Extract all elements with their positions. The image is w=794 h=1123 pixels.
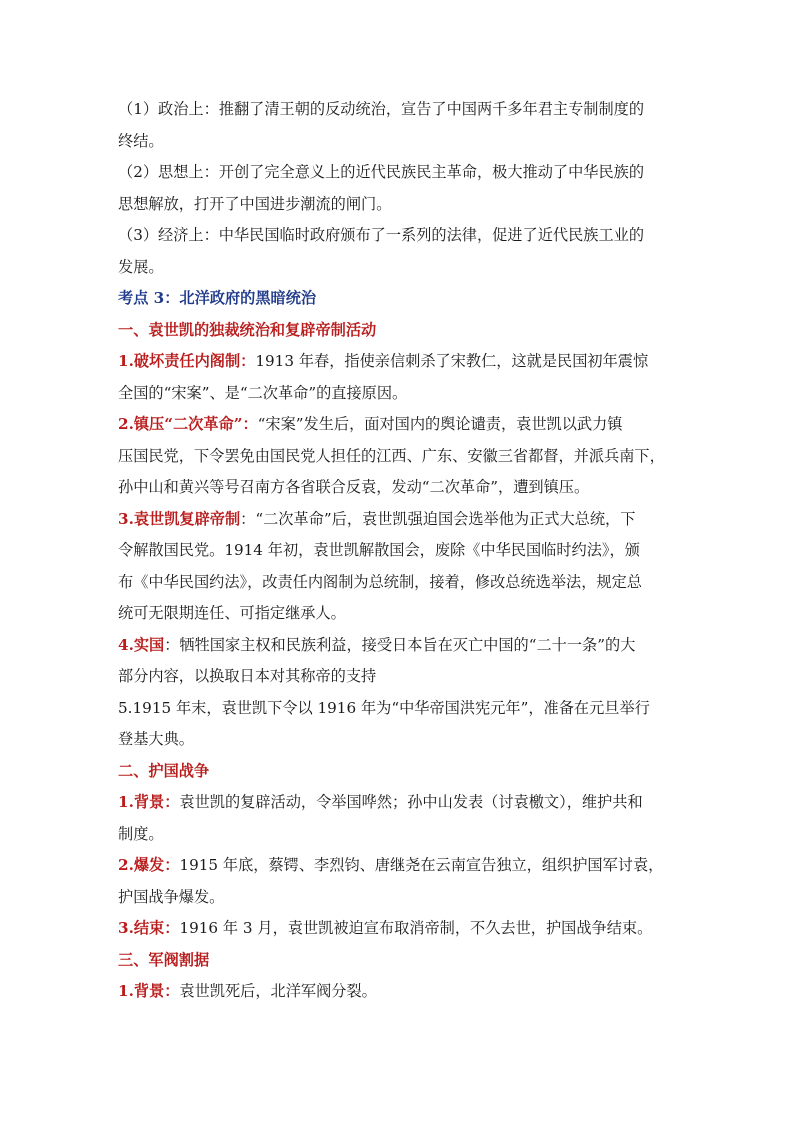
list-item — [118, 913, 688, 945]
item-key: 3.结束： — [118, 919, 180, 937]
item-text: ：“二次革命”后，袁世凯强迫国会选举他为正式大总统，下 — [240, 509, 636, 528]
text-line: 全国的“宋案”、是“二次革命”的直接原因。 — [118, 383, 408, 402]
list-item — [118, 409, 688, 441]
list-item — [118, 976, 688, 1008]
item-key: 1.背景： — [118, 982, 180, 1000]
document-body — [118, 94, 688, 1008]
text-line: （3）经济上：中华民国临时政府颁布了一系列的法律，促进了近代民族工业的 — [118, 226, 645, 244]
text-line: 终结。 — [118, 131, 164, 150]
item-text: 1915 年底，蔡锷、李烈钧、唐继尧在云南宣告独立，组织护国军讨袁， — [179, 856, 664, 874]
list-item — [118, 787, 688, 819]
text-line: 布《中华民国约法》，改责任内阁制为总统制，接着，修改总统选举法，规定总 — [118, 572, 642, 591]
item-key: 1.破坏责任内阁制： — [118, 352, 256, 370]
item-text: 1916 年 3 月，袁世凯被迫宣布取消帝制，不久去世，护国战争结束。 — [179, 919, 653, 937]
text-line: 压国民党，下令罢免由国民党人担任的江西、广东、安徽三省都督，并派兵南下， — [118, 446, 665, 465]
list-item — [118, 630, 688, 662]
text-line: 孙中山和黄兴等号召南方各省联合反袁，发动“二次革命”，遭到镇压。 — [118, 478, 590, 496]
item-text: 1913 年春，指使亲信刺杀了宋教仁，这就是民国初年震惊 — [255, 352, 649, 370]
subsection-heading: 三、军阀割据 — [118, 950, 210, 969]
section-heading: 考点 3：北洋政府的黑暗统治 — [118, 289, 317, 307]
text-line: 思想解放，打开了中国进步潮流的闸门。 — [118, 194, 392, 213]
item-key: 1.背景： — [118, 793, 180, 811]
item-text: “宋案”发生后，面对国内的舆论谴责，袁世凯以武力镇 — [257, 415, 623, 433]
text-line: （1）政治上：推翻了清王朝的反动统治，宣告了中国两千多年君主专制制度的 — [118, 100, 645, 118]
item-text: ：牺牲国家主权和民族利益，接受日本旨在灭亡中国的“二十一条”的大 — [164, 635, 636, 654]
subsection-heading: 一、袁世凯的独裁统治和复辟帝制活动 — [118, 320, 377, 339]
text-line: 部分内容，以换取日本对其称帝的支持 — [118, 667, 377, 685]
text-line: （2）思想上：开创了完全意义上的近代民族民主革命，极大推动了中华民族的 — [118, 163, 645, 181]
list-item — [118, 346, 688, 378]
list-item — [118, 504, 688, 536]
item-key: 2.爆发： — [118, 856, 180, 874]
item-key: 2.镇压“二次革命”： — [118, 415, 258, 433]
text-line: 登基大典。 — [118, 730, 194, 748]
item-key: 3.袁世凯复辟帝制 — [118, 509, 241, 528]
text-line: 统可无限期连任、可指定继承人。 — [118, 604, 346, 622]
text-line: 令解散国民党。1914 年初，袁世凯解散国会，废除《中华民国临时约法》，颁 — [118, 541, 640, 559]
list-item — [118, 850, 688, 882]
text-line: 护国战争爆发。 — [118, 887, 225, 906]
text-line: 发展。 — [118, 257, 164, 276]
text-line: 5.1915 年末，袁世凯下令以 1916 年为“中华帝国洪宪元年”，准备在元旦举行 — [118, 698, 650, 717]
item-text: 袁世凯的复辟活动，令举国哗然；孙中山发表（讨袁檄文），维护共和 — [179, 793, 643, 811]
item-text: 袁世凯死后，北洋军阀分裂。 — [179, 982, 377, 1000]
text-line: 制度。 — [118, 824, 164, 843]
subsection-heading: 二、护国战争 — [118, 761, 210, 780]
item-key: 4.实国 — [118, 635, 165, 654]
